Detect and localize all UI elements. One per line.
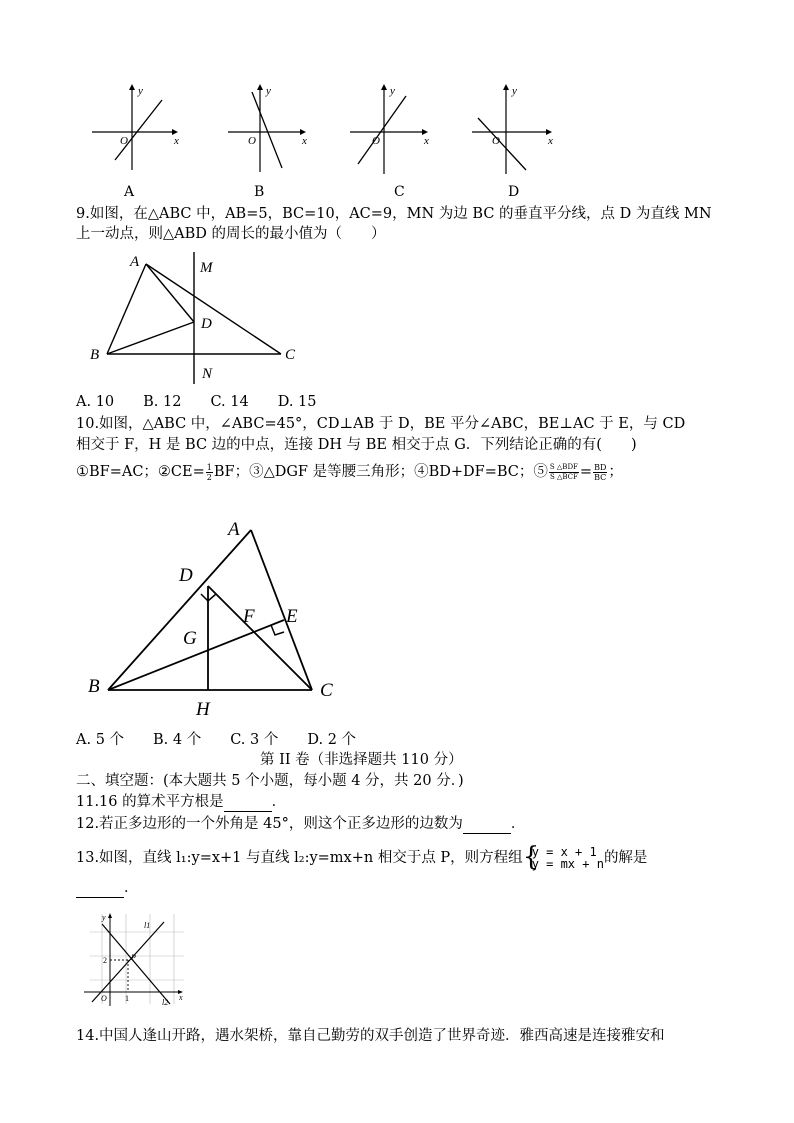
q9-label-b: B [90,347,100,363]
q9-line2: 上一动点，则△ABD 的周长的最小值为（ ） [76,226,386,242]
q13-line1 [76,842,648,872]
q12 [76,814,525,834]
q10-options: A. 5 个 B. 4 个 C. 3 个 D. 2 个 [76,732,357,748]
q13-eq1: y = x + 1 [531,845,597,859]
q10-frac-area [549,463,579,482]
q9-label-c: C [285,347,296,363]
q10-line1: 10.如图，△ABC 中，∠ABC=45°，CD⊥AB 于 D，BE 平分∠ABC，BE⊥AC 于 E，与 CD [76,416,686,432]
graph-a-y: y [138,85,143,97]
graph-a-origin: O [120,135,128,147]
q13-answer-blank[interactable] [76,883,124,898]
q10-label-e: E [286,606,298,627]
q10-label-f: F [243,606,255,627]
q10-line3-a: ①BF=AC；②CE= [76,464,205,480]
section2-title: 第 II 卷（非选择题共 110 分） [260,752,463,768]
q10-frac-half-num: 1 [206,462,212,472]
q10-frac-ratio-den: BC [594,472,607,482]
q9-label-d: D [201,316,212,332]
graph-d [472,84,553,174]
q10-frac-ratio [593,463,607,482]
q9-label-n: N [202,366,213,382]
q9-options: A. 10 B. 12 C. 14 D. 15 [76,394,317,410]
q10-line3-end: ； [608,464,623,480]
q13-fig-two: 2 [103,956,107,965]
q11-answer-blank[interactable] [224,797,272,812]
graph-b-x: x [302,135,307,147]
q10-frac-half-den: 2 [206,472,212,482]
q11-end: ． [271,794,287,810]
q9-label-a: A [130,254,140,270]
q12-text: 12.若正多边形的一个外角是 45°，则这个正多边形的边数为 [76,816,463,832]
q8-graph-set [80,82,580,202]
graph-c-y: y [390,85,395,97]
graph-b-origin: O [248,135,256,147]
q13-fig-p: P [131,953,136,962]
q8-graphs [80,82,580,202]
q13-fig-one: 1 [125,994,129,1003]
graph-b-y: y [266,85,271,97]
q13-fig-o: O [101,994,107,1003]
q10-frac-area-den: S △BCF [549,472,578,481]
graph-a-x: x [174,135,179,147]
q13-line2 [76,878,139,898]
q13-fig-y: y [102,913,106,922]
q13-fig-x: x [179,993,183,1002]
q10-line3 [76,462,623,482]
q10-label-b: B [88,676,100,697]
q11 [76,792,286,812]
graph-d-origin: O [492,135,500,147]
graph-a [92,84,179,170]
graph-d-x: x [548,135,553,147]
q9-figure [80,248,310,388]
q13-text: 13.如图，直线 l₁:y=x+1 与直线 l₂:y=mx+n 相交于点 P，则方程组 [76,850,523,866]
q13-equation-system [522,842,604,872]
q10-frac-ratio-num: BD [594,462,607,472]
q10-figure [78,510,368,725]
q10-label-c: C [320,680,333,701]
q13-fig-l1: l1 [144,921,151,930]
q8-option-c-label: C [394,184,405,200]
q13-figure [80,908,190,1008]
q8-option-a-label: A [124,184,135,200]
graph-b [228,84,307,172]
q13-brace: { [522,842,540,872]
q9-line1: 9.如图，在△ABC 中，AB=5，BC=10，AC=9，MN 为边 BC 的垂直平分线，点 D 为直线 MN [76,206,712,222]
section2-heading: 二、填空题：(本大题共 5 个小题，每小题 4 分，共 20 分．) [76,773,464,789]
q13-end: ． [124,880,139,896]
q10-label-d: D [179,565,193,586]
q10-label-h: H [196,699,210,720]
q10-line2: 相交于 F，H 是 BC 边的中点，连接 DH 与 BE 相交于点 G．下列结论正确的有( ) [76,437,637,453]
graph-c-origin: O [372,135,380,147]
graph-c [350,84,429,174]
graph-c-x: x [424,135,429,147]
q10-line3-eq: = [579,464,593,480]
q8-option-b-label: B [254,184,265,200]
q13-text-after: 的解是 [603,850,648,866]
q10-frac-area-num: S △BDF [549,462,578,471]
q14-line1: 14.中国人逢山开路，遇水架桥，靠自己勤劳的双手创造了世界奇迹．雅西高速是连接雅安和 [76,1028,665,1044]
q10-frac-half [206,463,213,482]
q13-fig-l2: l2 [162,998,169,1007]
q13-eq2: y = mx + n [531,857,604,871]
graph-d-y: y [512,85,517,97]
q10-label-a: A [228,519,240,540]
q8-option-d-label: D [508,184,520,200]
q12-answer-blank[interactable] [463,819,511,834]
q11-text: 11.16 的算术平方根是 [76,794,224,810]
q10-line3-b: BF；③△DGF 是等腰三角形；④BD+DF=BC；⑤ [213,464,548,480]
q9-label-m: M [200,260,213,276]
q10-label-g: G [183,628,197,649]
q12-end: ． [510,816,526,832]
